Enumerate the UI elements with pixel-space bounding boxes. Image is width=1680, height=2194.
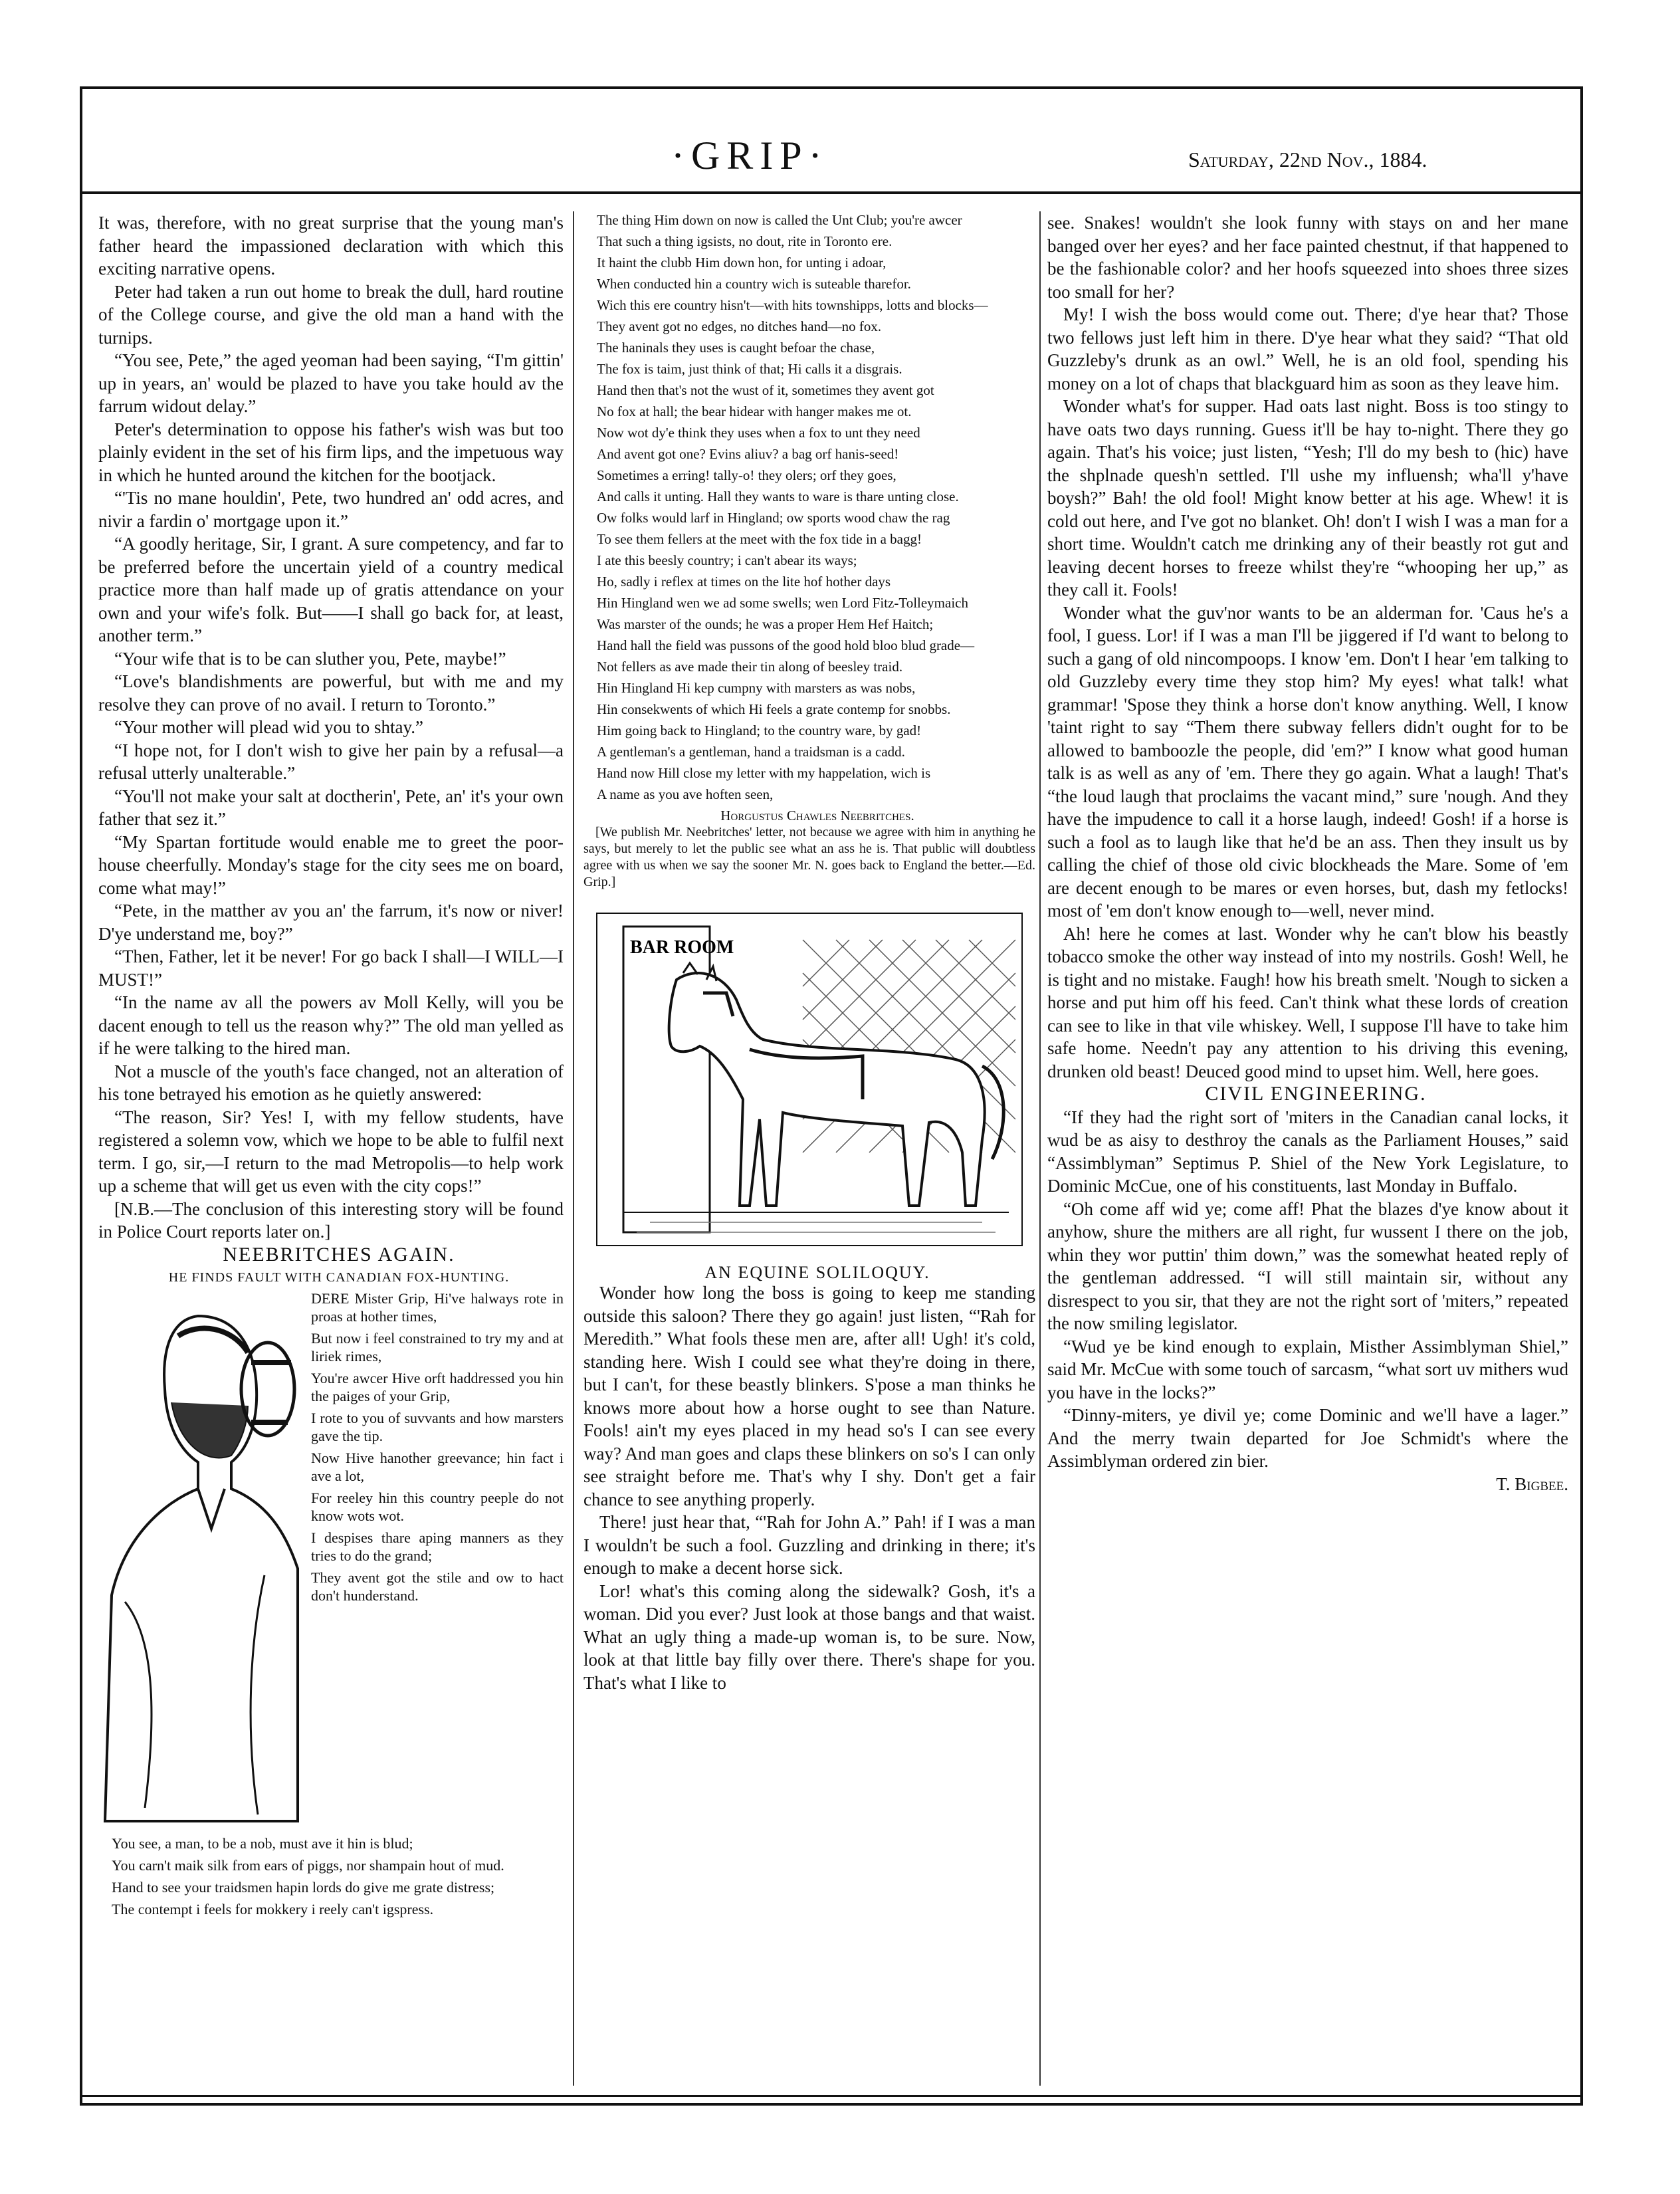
- horse-illustration: [583, 900, 1035, 1259]
- article-heading: CIVIL ENGINEERING.: [1205, 1083, 1427, 1105]
- column-2: [583, 211, 1035, 1694]
- verse-line: A gentleman's a gentleman, hand a traidsman is a cadd.: [597, 744, 905, 760]
- verse-line: Ho, sadly i reflex at times on the lite hof hother days: [597, 574, 891, 590]
- verse-line: To see them fellers at the meet with the fox tide in a bagg!: [597, 531, 922, 547]
- paragraph: “Pete, in the matther av you an' the farrum, it's now or niver! D'ye understand me, boy?”: [98, 901, 564, 944]
- verse-line: And avent got one? Evins aliuv? a bag orf hanis-seed!: [597, 446, 899, 462]
- paragraph: “You see, Pete,” the aged yeoman had been saying, “I'm gittin' up in years, an' would be plazed to have you take hould av the farrum widout delay.”: [98, 350, 564, 416]
- verse-line: A name as you ave hoften seen,: [597, 786, 774, 802]
- paragraph: see. Snakes! wouldn't she look funny with stays on and her mane banged over her eyes? and her face painted chestnut, if that happened to be the fashionable color? and her hoofs squeezed into shoes three sizes too small for her?: [1047, 213, 1568, 302]
- column-3: [1047, 211, 1568, 1495]
- bottom-rule: [80, 2095, 1583, 2097]
- paragraph: Wonder how long the boss is going to keep me standing outside this saloon? There they go again! just listen, “'Rah for Meredith.” What fools these men are, after all! Ugh! it's cold, standing here. Wish I could see what they're doing in there, but I can't, for these beastly blinkers. S'pose a man thinks he knows more about how a horse ought to see than Nature. Fools! ain't my eyes placed in my head so's I can see every way? And man goes and claps these blinkers on so's I can only see straight before me. That's why I shy. Don't get a fair chance to see anything properly.: [583, 1283, 1035, 1509]
- editor-note-text: [We publish Mr. Neebritches' letter, not because we agree with him in anything he says, but merely to let the public see what an ass he is. That public will doubtless agree with us when we say the sooner Mr. N. goes back to England the better.—Ed. Grip.]: [583, 825, 1035, 889]
- paragraph: “Your wife that is to be can sluther you, Pete, maybe!”: [114, 648, 506, 669]
- verse-line: Hin Hingland Hi kep cumpny with marsters as was nobs,: [597, 680, 916, 696]
- paragraph: Not a muscle of the youth's face changed, not an alteration of his tone betrayed his emotion as he quietly answered:: [98, 1061, 564, 1104]
- verse-line: Sometimes a erring! tally-o! they olers; orf they goes,: [597, 467, 896, 483]
- article-heading: NEEBRITCHES AGAIN.: [223, 1243, 455, 1265]
- paragraph: There! just hear that, “'Rah for John A.” Pah! if I was a man I wouldn't be such a fool. Guzzling and drinking in there; it's enough to make a decent horse sick.: [583, 1512, 1035, 1578]
- verse-line: They avent got the stile and ow to hact don't hunderstand.: [311, 1569, 564, 1604]
- paragraph: Peter had taken a run out home to break the dull, hard routine of the College course, and give the old man a hand with the turnips.: [98, 281, 564, 348]
- verse-line: I rote to you of suvvants and how marsters gave the tip.: [311, 1409, 564, 1444]
- verse-line: Hand then that's not the wust of it, sometimes they avent got: [597, 382, 934, 398]
- portrait-engraving: [98, 1289, 304, 1834]
- column-divider: [573, 211, 574, 2086]
- paragraph: “Love's blandishments are powerful, but with me and my resolve they can prove of no avail. I return to Toronto.”: [98, 671, 564, 714]
- verse-line: The contempt i feels for mokkery i reely can't igspress.: [112, 1900, 434, 1918]
- verse-line: No fox at hall; the bear hidear with hanger makes me ot.: [597, 403, 912, 419]
- paragraph: My! I wish the boss would come out. There; d'ye hear that? Those two fellows just left him in there. D'ye hear what they said? “That old Guzzleby's drunk as an owl.” Well, he is an old fool, spending his money on a lot of chaps that blackguard him as soon as they leave him.: [1047, 304, 1568, 393]
- verse-line: You see, a man, to be a nob, must ave it hin is blud;: [112, 1834, 413, 1852]
- paragraph: “My Spartan fortitude would enable me to greet the poor-house cheerfully. Monday's stage for the city sees me on board, come what may!”: [98, 831, 564, 898]
- editor-note: [583, 824, 1035, 891]
- dateline: Saturday, 22nd Nov., 1884.: [1188, 148, 1427, 171]
- paragraph: “A goodly heritage, Sir, I grant. A sure competency, and far to be preferred before the uncertain yield of a country medical practice more than half made up of gratis attendance on your own and your wife's folk. But——I shall go back for, at least, another term.”: [98, 534, 564, 645]
- verse-line: That such a thing igsists, no dout, rite in Toronto ere.: [597, 233, 892, 249]
- paragraph: It was, therefore, with no great surprise that the young man's father heard the impassioned declaration with which this exciting narrative opens.: [98, 213, 564, 278]
- verse-line: Hand hall the field was pussons of the good hold bloo blud grade—: [597, 637, 975, 653]
- paragraph: Wonder what's for supper. Had oats last night. Boss is too stingy to have oats two days running. Guess it'll be hay to-night. There they go again. That's his voice; just listen, “Yesh; I'll do my besh to (hic) have the shplnade quesh'n settled. I'll ushe my influensh; wha'll y'have boysh?” Bah! the old fool! Might know better at his age. Whew! it is cold out here, and I've got no blanket. Oh! don't I wish I was a man for a short time. Wouldn't catch me drinking any of their beastly rot gut and leaving decent horses to freeze whilst they're “whooping her up,” as they call it. Fools!: [1047, 396, 1568, 600]
- verse-line: I ate this beesly country; i can't abear its ways;: [597, 552, 857, 568]
- column-divider: [1039, 211, 1041, 2086]
- article-subheading: HE FINDS FAULT WITH CANADIAN FOX-HUNTING.: [168, 1270, 510, 1285]
- verse-line: But now i feel constrained to try my and at liriek rimes,: [311, 1329, 564, 1365]
- verse-line: Wich this ere country hisn't—with hits townshipps, lotts and blocks—: [597, 297, 988, 313]
- verse-line: The haninals they uses is caught befoar the chase,: [597, 340, 875, 356]
- horse-cartoon: [583, 900, 1035, 1259]
- masthead-title: ·GRIP·: [671, 134, 829, 177]
- letter-verse-continued: [583, 211, 1035, 803]
- verse-line: For reeley hin this country peeple do not know wots wot.: [311, 1489, 564, 1524]
- verse-line: It haint the clubb Him down hon, for unting i adoar,: [597, 255, 887, 271]
- portrait-illustration: [98, 1289, 304, 1834]
- verse-line: They avent got no edges, no ditches hand—no fox.: [597, 318, 882, 334]
- paragraph: Peter's determination to oppose his father's wish was but too plainly evident in the set of his firm lips, and the impetuous way in which he hunted around the kitchen for the bootjack.: [98, 419, 564, 485]
- paragraph: Lor! what's this coming along the sidewalk? Gosh, it's a woman. Did you ever? Just look at those bangs and that waist. What an ugly thing a made-up woman is, to be sure. Now, look at that little bay filly over there. There's shape for you. That's what I like to: [583, 1581, 1035, 1693]
- verse-line: Him going back to Hingland; to the country ware, by gad!: [597, 722, 922, 738]
- verse-line: Hand now Hill close my letter with my happelation, wich is: [597, 765, 931, 781]
- verse-line: Was marster of the ounds; he was a proper Hem Hef Haitch;: [597, 616, 934, 632]
- article-heading: AN EQUINE SOLILOQUY.: [704, 1263, 930, 1282]
- verse-line: I despises thare aping manners as they tries to do the grand;: [311, 1529, 564, 1564]
- paragraph: “The reason, Sir? Yes! I, with my fellow students, have registered a solemn vow, which we hope to be able to fulfil next term. I go, sir,—I return to the mad Metropolis—to help work up a scheme that will get us even with the city cops!”: [98, 1107, 564, 1196]
- paragraph: “Wud ye be kind enough to explain, Misther Assimblyman Shiel,” said Mr. McCue with some touch of sarcasm, “what sort uv mithers wud you have in the locks?”: [1047, 1336, 1568, 1402]
- verse-line: Hin Hingland wen we ad some swells; wen Lord Fitz-Tolleymaich: [597, 595, 968, 611]
- paragraph: “You'll not make your salt at doctherin', Pete, an' it's your own father that sez it.”: [98, 786, 564, 829]
- verse-line: Now Hive hanother greevance; hin fact i ave a lot,: [311, 1449, 564, 1484]
- paragraph: “If they had the right sort of 'miters in the Canadian canal locks, it wud be as aisy to desthroy the canals as the Parliament Houses,” said “Assimblyman” Septimus P. Shiel of the New York Legislature, to Dominic McCue, one of his constituents, last Monday in Buffalo.: [1047, 1107, 1568, 1196]
- verse-line: DERE Mister Grip, Hi've halways rote in proas at hother times,: [311, 1289, 564, 1325]
- verse-line: And calls it unting. Hall they wants to ware is thare unting close.: [597, 489, 959, 504]
- verse-line: Ow folks would larf in Hingland; ow sports wood chaw the rag: [597, 510, 950, 526]
- paragraph: “Your mother will plead wid you to shtay.”: [114, 717, 423, 737]
- paragraph: “Dinny-miters, ye divil ye; come Dominic and we'll have a lager.” And the merry twain departed for Joe Schmidt's where the Assimblyman ordered zin bier.: [1047, 1405, 1568, 1471]
- bar-room-sign: BAR ROOM: [630, 937, 734, 958]
- paragraph: “In the name av all the powers av Moll Kelly, will you be dacent enough to tell us the reason why?” The old man yelled as if he were talking to the hired man.: [98, 992, 564, 1058]
- paragraph: Wonder what the guv'nor wants to be an alderman for. 'Caus he's a fool, I guess. Lor! if I was a man I'll be jiggered if I'd want to belong to such a gang of old nincompoops. I know 'em. Don't I hear 'em talking to old Guzzleby every time they stop him? My eyes! what talk! what grammar! 'Spose they think a horse don't know anything. Well, I know 'taint right to say “Them there subway fellers didn't ought for to be allowed to bamboozle the people, did 'em?” I know what good human talk is as well as any of 'em. There they go again. What a laugh! That's “the loud laugh that proclaims the vacant mind,” sure 'nough. And they have the impudence to call it a horse laugh, indeed! Gosh! if a horse is such a fool as to laugh like that he'd be an ass. Then they insult us by calling the chief of those old civic blockheads the Mare. Some of 'em are decent enough to be mares or even horses, but, dash my fetlocks! most of 'em don't know enough to—well, never mind.: [1047, 602, 1568, 921]
- verse-line: The fox is taim, just think of that; Hi calls it a disgrais.: [597, 361, 902, 377]
- paragraph: “I hope not, for I don't wish to give her pain by a refusal—a refusal utterly unalterable.”: [98, 740, 564, 783]
- verse-line: You're awcer Hive orft haddressed you hin the paiges of your Grip,: [311, 1369, 564, 1404]
- verse-line: Hin consekwents of which Hi feels a grate contemp for snobbs.: [597, 701, 951, 717]
- paragraph: [N.B.—The conclusion of this interesting story will be found in Police Court reports later on.]: [98, 1198, 564, 1242]
- paragraph: “'Tis no mane houldin', Pete, two hundred an' odd acres, and nivir a fardin o' mortgage upon it.”: [98, 488, 564, 531]
- verse-line: You carn't maik silk from ears of piggs, nor shampain hout of mud.: [112, 1856, 504, 1874]
- verse-line: Now wot dy'e think they uses when a fox to unt they need: [597, 425, 920, 441]
- verse-line: Hand to see your traidsmen hapin lords do give me grate distress;: [112, 1878, 495, 1896]
- paragraph: Ah! here he comes at last. Wonder why he can't blow his beastly tobacco smoke the other way instead of into my nostrils. Gosh! Well, he is tight and no mistake. Faugh! how his breath smelt. 'Nough to sicken a horse and put him off his feed. Can't think what these lords of creation can see to like in that vile whiskey. Well, I suppose I'll have to take him safe home. Needn't pay any attention to his driving this evening, drunken old beast! Deuced good mind to upset him. Well, here goes.: [1047, 923, 1568, 1081]
- verse-line: Not fellers as ave made their tin along of beesley traid.: [597, 659, 903, 675]
- verse-line: When conducted hin a country wich is suteable tharefor.: [597, 276, 911, 292]
- signature: Horgustus Chawles Neebritches.: [720, 808, 914, 823]
- verse-line: The thing Him down on now is called the Unt Club; you're awcer: [597, 212, 962, 228]
- column-1: [98, 211, 564, 1922]
- signature: T. Bigbee.: [1496, 1474, 1568, 1494]
- soliloquy-text: [583, 1281, 1035, 1694]
- paragraph: “Oh come aff wid ye; come aff! Phat the blazes d'ye know about it anyhow, shure the mithers are all right, fur wussent I there on the job, whin they wor puttin' thim down,” was the somewhat heated reply of the gentleman addressed. “I will still maintain sir, without any disrespect to you sir, that they are not the right sort of 'miters,” repeated the now smiling legislator.: [1047, 1198, 1568, 1333]
- masthead-rule: [80, 191, 1583, 194]
- paragraph: “Then, Father, let it be never! For go back I shall—I WILL—I MUST!”: [98, 946, 564, 990]
